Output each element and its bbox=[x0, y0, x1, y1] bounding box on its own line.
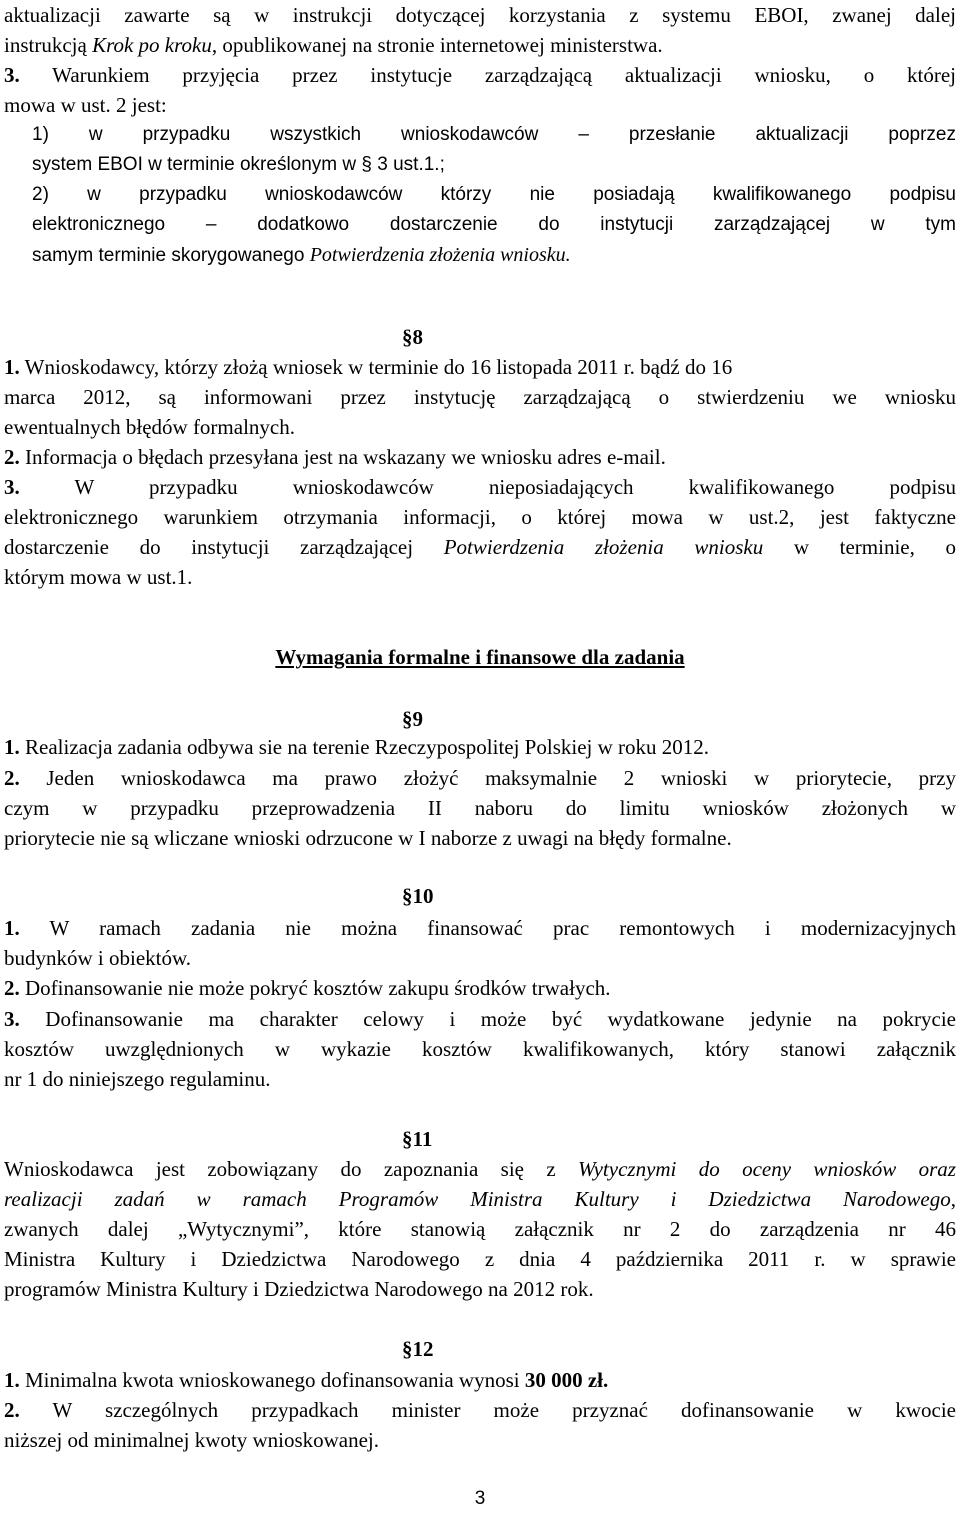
italic-text: realizacji zadań w ramach Programów Ministra Kultury i Dziedzictwa Narodowego bbox=[4, 1187, 951, 1211]
text: Minimalna kwota wnioskowanego dofinansowania wynosi bbox=[19, 1368, 525, 1392]
text-line bbox=[4, 502, 956, 532]
text: zwanych dalej „Wytycznymi”, które stanowią załącznik nr 2 do zarządzenia nr 46 bbox=[4, 1217, 956, 1241]
text-line bbox=[4, 412, 956, 442]
paragraph-number: 3. bbox=[4, 475, 20, 499]
section-title-11: §11 bbox=[402, 1127, 433, 1151]
text: budynków i obiektów. bbox=[4, 946, 192, 970]
text: mowa w ust. 2 jest: bbox=[4, 93, 167, 117]
text-line bbox=[4, 532, 956, 562]
text-line bbox=[4, 382, 956, 412]
text: system EBOI w terminie określonym w § 3 ust.1.; bbox=[32, 154, 445, 175]
text: elektronicznego – dodatkowo dostarczenie do instytucji zarządzającej w tym bbox=[32, 214, 956, 235]
text-line bbox=[4, 1395, 956, 1425]
list-item-continuation bbox=[32, 210, 956, 240]
text-line bbox=[4, 763, 956, 793]
page-number: 3 bbox=[474, 1488, 486, 1509]
paragraph-number: 1. bbox=[4, 1368, 20, 1392]
text: w terminie, o bbox=[763, 535, 957, 559]
italic-text: Potwierdzenia złożenia wniosku bbox=[443, 535, 764, 559]
text-line bbox=[4, 1034, 956, 1064]
italic-text: Krok po kroku bbox=[92, 33, 212, 57]
text: Warunkiem przyjęcia przez instytucje zarządzającą aktualizacji wniosku, o której bbox=[19, 63, 956, 87]
amount: 30 000 zł. bbox=[524, 1368, 609, 1392]
section-title-9: §9 bbox=[402, 707, 423, 731]
text: Wnioskodawca jest zobowiązany do zapoznania się z bbox=[4, 1157, 579, 1181]
text-line bbox=[4, 1244, 956, 1274]
text: 2) w przypadku wnioskodawców którzy nie posiadają kwalifikowanego podpisu bbox=[32, 184, 956, 205]
text: Informacja o błędach przesyłana jest na wskazany we wniosku adres e-mail. bbox=[19, 445, 666, 469]
text: Dofinansowanie ma charakter celowy i może być wydatkowane jedynie na pokrycie bbox=[19, 1007, 956, 1031]
section-title-10: §10 bbox=[402, 884, 434, 908]
text: czym w przypadku przeprowadzenia II naboru do limitu wniosków złożonych w bbox=[4, 796, 956, 820]
text: programów Ministra Kultury i Dziedzictwa Narodowego na 2012 rok. bbox=[4, 1277, 594, 1301]
text: którym mowa w ust.1. bbox=[4, 565, 193, 589]
text-line bbox=[4, 0, 956, 30]
text-line bbox=[4, 60, 956, 90]
paragraph-number: 1. bbox=[4, 355, 20, 379]
paragraph-number: 1. bbox=[4, 916, 20, 940]
text: Realizacja zadania odbywa sie na terenie Rzeczypospolitej Polskiej w roku 2012. bbox=[19, 735, 710, 759]
list-item bbox=[32, 120, 956, 150]
text: 1) w przypadku wszystkich wnioskodawców – przesłanie aktualizacji poprzez bbox=[32, 124, 956, 145]
text: instrukcją bbox=[4, 33, 93, 57]
section-title-12: §12 bbox=[402, 1337, 434, 1361]
text-line bbox=[4, 1004, 956, 1034]
text: W przypadku wnioskodawców nieposiadających kwalifikowanego podpisu bbox=[19, 475, 956, 499]
text: , bbox=[950, 1187, 956, 1211]
text: dostarczenie do instytucji zarządzającej bbox=[4, 535, 444, 559]
text-line bbox=[4, 1184, 956, 1214]
text: samym terminie skorygowanego bbox=[32, 245, 310, 266]
section-title-8: §8 bbox=[402, 325, 423, 349]
text-line bbox=[4, 1214, 956, 1244]
text: elektronicznego warunkiem otrzymania informacji, o której mowa w ust.2, jest faktyczne bbox=[4, 505, 956, 529]
paragraph-number: 2. bbox=[4, 766, 20, 790]
text: Ministra Kultury i Dziedzictwa Narodowego z dnia 4 października 2011 r. w sprawie bbox=[4, 1247, 956, 1271]
text-line bbox=[4, 793, 956, 823]
text: , opublikowanej na stronie internetowej ministerstwa. bbox=[211, 33, 663, 57]
text-line bbox=[4, 90, 956, 120]
text-line bbox=[4, 913, 956, 943]
text-line bbox=[4, 943, 956, 973]
text: priorytecie nie są wliczane wnioski odrzucone w I naborze z uwagi na błędy formalne. bbox=[4, 826, 732, 850]
text-line bbox=[4, 442, 956, 472]
text: Dofinansowanie nie może pokryć kosztów zakupu środków trwałych. bbox=[19, 976, 611, 1000]
text-line bbox=[4, 732, 956, 762]
text: marca 2012, są informowani przez instytucję zarządzającą o stwierdzeniu we wniosku bbox=[4, 385, 956, 409]
text: Wnioskodawcy, którzy złożą wniosek w terminie do 16 listopada 2011 r. bądź do 16 bbox=[19, 355, 733, 379]
text: W ramach zadania nie można finansować prac remontowych i modernizacyjnych bbox=[19, 916, 956, 940]
italic-text: Potwierdzenia złożenia wniosku. bbox=[309, 244, 571, 266]
list-item-continuation bbox=[32, 150, 956, 180]
text: W szczególnych przypadkach minister może przyznać dofinansowanie w kwocie bbox=[19, 1398, 956, 1422]
text-line bbox=[4, 973, 956, 1003]
list-item-continuation bbox=[32, 240, 956, 271]
text-line bbox=[4, 562, 956, 592]
text-line bbox=[4, 1365, 956, 1395]
paragraph-number: 2. bbox=[4, 1398, 20, 1422]
text: niższej od minimalnej kwoty wnioskowanej. bbox=[4, 1428, 380, 1452]
text-line bbox=[4, 472, 956, 502]
paragraph-number: 2. bbox=[4, 445, 20, 469]
text: aktualizacji zawarte są w instrukcji dotyczącej korzystania z systemu EBOI, zwanej dalej bbox=[4, 3, 956, 27]
italic-text: Wytycznymi do oceny wniosków oraz bbox=[578, 1157, 956, 1181]
text-line bbox=[4, 1425, 956, 1455]
text-line bbox=[4, 1154, 956, 1184]
paragraph-number: 3. bbox=[4, 1007, 20, 1031]
text-line bbox=[4, 30, 956, 60]
text-line bbox=[4, 1274, 956, 1304]
paragraph-number: 3. bbox=[4, 63, 20, 87]
text-line bbox=[4, 1064, 956, 1094]
text: kosztów uwzględnionych w wykazie kosztów kwalifikowanych, który stanowi załącznik bbox=[4, 1037, 956, 1061]
text: Jeden wnioskodawca ma prawo złożyć maksymalnie 2 wnioski w priorytecie, przy bbox=[19, 766, 956, 790]
text-line bbox=[4, 352, 956, 382]
text-line bbox=[4, 823, 956, 853]
section-heading: Wymagania formalne i finansowe dla zadania bbox=[275, 645, 685, 669]
text: nr 1 do niniejszego regulaminu. bbox=[4, 1067, 271, 1091]
paragraph-number: 2. bbox=[4, 976, 20, 1000]
text: ewentualnych błędów formalnych. bbox=[4, 415, 295, 439]
paragraph-number: 1. bbox=[4, 735, 20, 759]
list-item bbox=[32, 180, 956, 210]
